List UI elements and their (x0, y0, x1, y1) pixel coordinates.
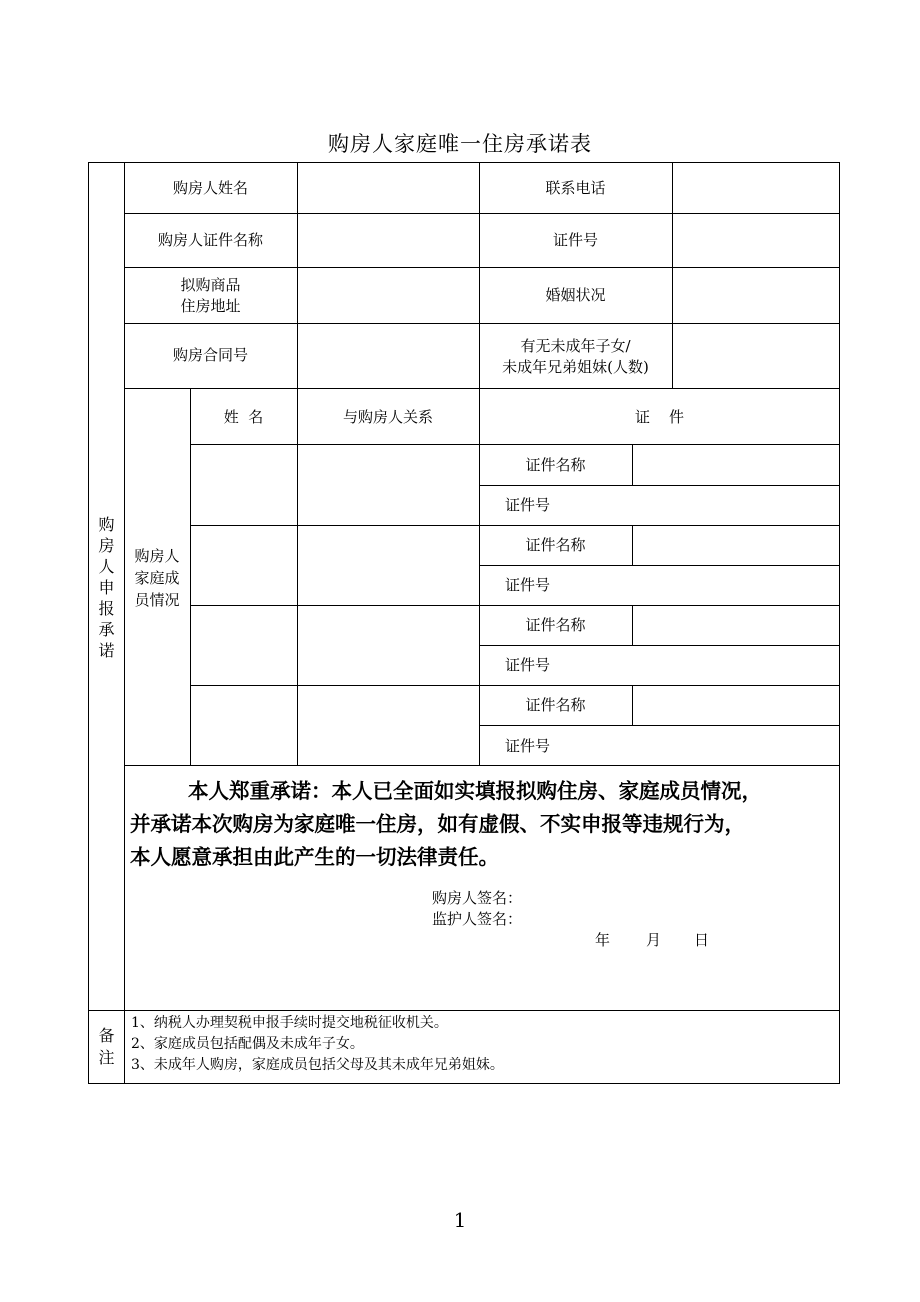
member-1-relation-field[interactable] (298, 446, 478, 524)
section-label-buyer-declaration: 购 房 人 申 报 承 诺 (98, 515, 115, 660)
note-item-3: 3、未成年人购房，家庭成员包括父母及其未成年兄弟姐妹。 (131, 1057, 504, 1073)
date-day-label: 日 (694, 931, 710, 949)
contract-number-label: 购房合同号 (172, 346, 248, 364)
family-section-label-line1: 购房人 (134, 547, 180, 565)
member-4-id-type-field[interactable] (633, 687, 838, 724)
form-title: 购房人家庭唯一住房承诺表 (328, 132, 592, 156)
member-4-relation-field[interactable] (298, 687, 478, 764)
member-3-id-type-field[interactable] (633, 607, 838, 644)
phone-label: 联系电话 (545, 179, 606, 197)
col-header-name: 姓 名 (223, 408, 264, 426)
member-2-id-type-field[interactable] (633, 527, 838, 564)
member-1-id-no-label: 证件号 (505, 496, 551, 514)
guardian-signature-field[interactable] (530, 907, 710, 929)
date-year-label: 年 (595, 931, 611, 949)
buyer-id-type-field[interactable] (298, 215, 478, 266)
member-2-name-field[interactable] (191, 527, 296, 604)
pledge-line-1: 本人郑重承诺：本人已全面如实填报拟购住房、家庭成员情况， (188, 779, 762, 803)
buyer-id-no-field[interactable] (673, 215, 838, 266)
guardian-signature-label: 监护人签名： (432, 910, 523, 928)
buyer-signature-field[interactable] (530, 886, 710, 908)
member-1-name-field[interactable] (191, 446, 296, 524)
family-section-label-line3: 员情况 (134, 591, 180, 609)
member-1-id-type-field[interactable] (633, 446, 838, 484)
member-3-relation-field[interactable] (298, 607, 478, 684)
member-1-id-type-label: 证件名称 (525, 456, 586, 474)
member-3-id-no-label: 证件号 (505, 656, 551, 674)
pledge-line-2: 并承诺本次购房为家庭唯一住房，如有虚假、不实申报等违规行为， (130, 812, 745, 836)
member-4-id-type-label: 证件名称 (525, 696, 586, 714)
page-number: 1 (453, 1208, 467, 1232)
minor-children-field[interactable] (673, 325, 838, 387)
buyer-name-field[interactable] (298, 164, 478, 212)
date-month-label: 月 (646, 931, 662, 949)
marital-status-label: 婚姻状况 (545, 286, 606, 304)
minor-children-label-line1: 有无未成年子女/ (520, 337, 631, 355)
note-item-2: 2、家庭成员包括配偶及未成年子女。 (131, 1036, 364, 1052)
member-3-name-field[interactable] (191, 607, 296, 684)
col-header-id: 证 件 (634, 408, 685, 426)
buyer-name-label: 购房人姓名 (172, 179, 248, 197)
pledge-statement (130, 775, 838, 874)
member-2-id-no-label: 证件号 (505, 576, 551, 594)
buyer-id-no-label: 证件号 (552, 231, 598, 249)
buyer-id-type-label: 购房人证件名称 (157, 231, 263, 249)
member-4-id-no-label: 证件号 (505, 737, 551, 755)
notes-label: 备 注 (98, 1026, 115, 1067)
member-4-name-field[interactable] (191, 687, 296, 764)
marital-status-field[interactable] (673, 269, 838, 322)
buyer-signature-label: 购房人签名： (432, 889, 523, 907)
col-header-relation: 与购房人关系 (342, 408, 433, 426)
pledge-line-3: 本人愿意承担由此产生的一切法律责任。 (130, 845, 499, 869)
property-address-field[interactable] (298, 269, 478, 322)
minor-children-label-line2: 未成年兄弟姐妹(人数) (502, 358, 649, 376)
phone-field[interactable] (673, 164, 838, 212)
note-item-1: 1、纳税人办理契税申报手续时提交地税征收机关。 (131, 1015, 448, 1031)
member-3-id-type-label: 证件名称 (525, 616, 586, 634)
member-2-relation-field[interactable] (298, 527, 478, 604)
member-2-id-type-label: 证件名称 (525, 536, 586, 554)
family-section-label-line2: 家庭成 (134, 569, 180, 587)
property-address-label-line2: 住房地址 (180, 297, 241, 315)
property-address-label-line1: 拟购商品 (180, 276, 241, 294)
contract-number-field[interactable] (298, 325, 478, 387)
